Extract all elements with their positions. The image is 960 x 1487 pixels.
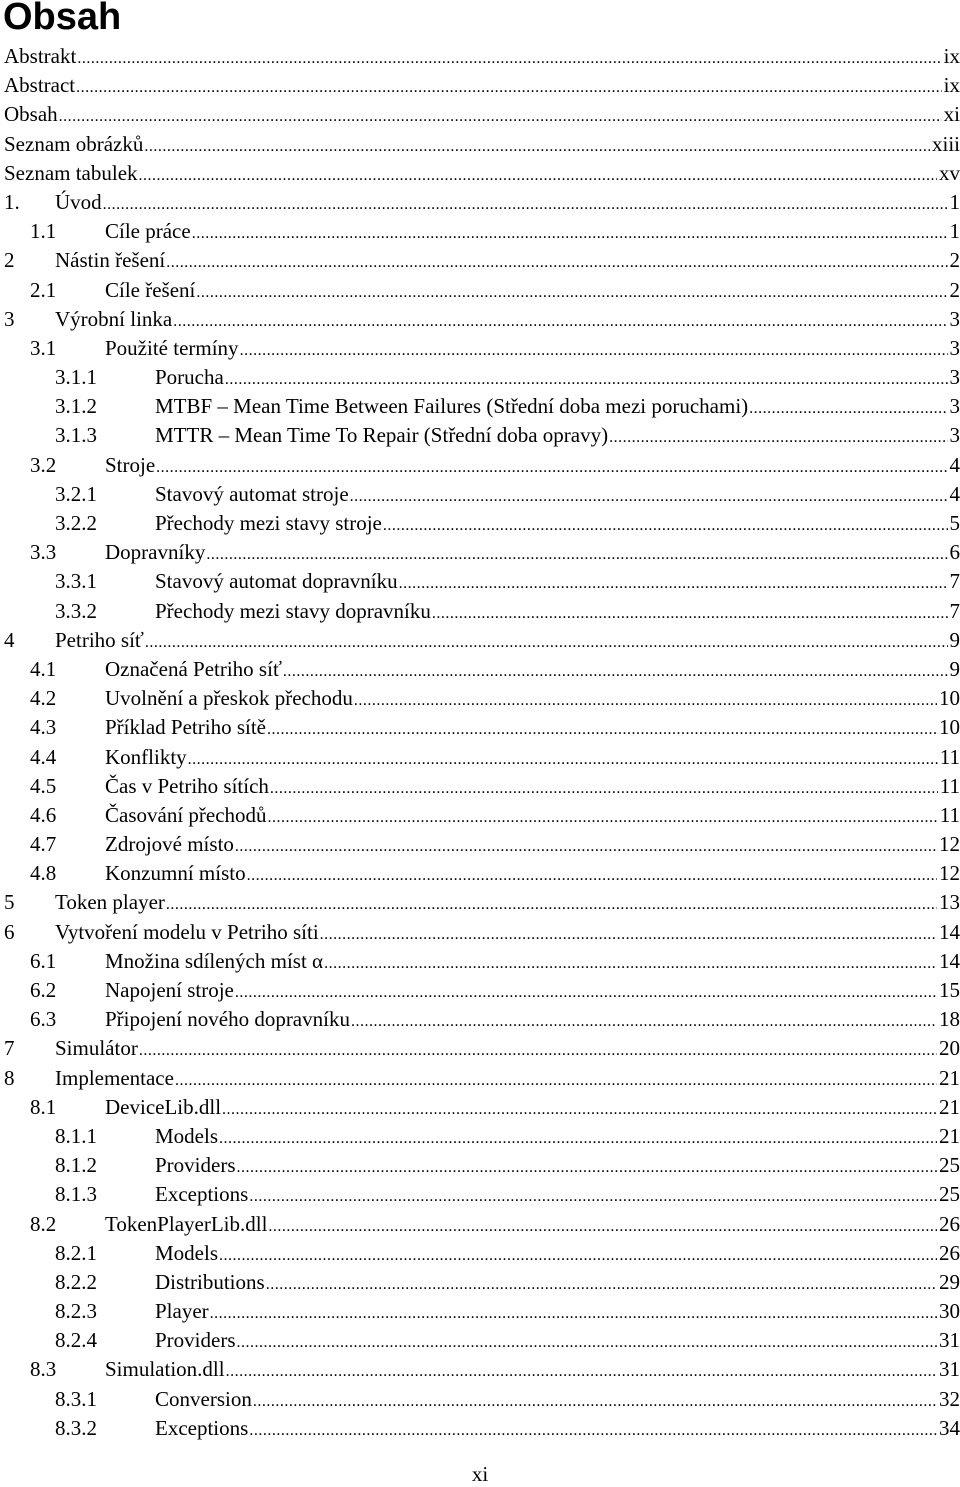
toc-entry-number: 1. bbox=[4, 189, 20, 214]
toc-entry-page: 12 bbox=[939, 861, 960, 886]
toc-entry-number: 8.1.1 bbox=[55, 1123, 97, 1148]
toc-entry-page: 31 bbox=[939, 1357, 960, 1382]
dot-leader bbox=[609, 423, 947, 452]
dot-leader bbox=[222, 1095, 937, 1124]
dot-leader bbox=[235, 978, 937, 1007]
toc-entry-page: 7 bbox=[949, 598, 960, 623]
toc-entry-number: 4.4 bbox=[30, 744, 57, 769]
toc-entry[interactable] bbox=[0, 1005, 960, 1034]
toc-entry-page: 3 bbox=[949, 365, 960, 390]
toc-entry-title: Petriho síť bbox=[55, 627, 144, 652]
toc-entry[interactable] bbox=[0, 1326, 960, 1355]
toc-entry-title: Abstrakt bbox=[4, 44, 77, 68]
toc-entry[interactable] bbox=[0, 1122, 960, 1151]
toc-entry-number: 8.2.1 bbox=[55, 1240, 97, 1265]
toc-entry-page: 13 bbox=[939, 890, 960, 915]
toc-entry-page: xi bbox=[943, 102, 960, 127]
toc-entry[interactable] bbox=[0, 71, 960, 100]
toc-entry-number: 8.3.2 bbox=[55, 1415, 97, 1440]
toc-entry[interactable] bbox=[0, 246, 960, 275]
dot-leader bbox=[166, 890, 937, 919]
toc-entry-title: Exceptions bbox=[155, 1415, 249, 1440]
toc-entry-page: 34 bbox=[939, 1415, 960, 1440]
toc-entry-number: 1.1 bbox=[30, 219, 57, 244]
toc-entry-number: 3 bbox=[4, 306, 15, 331]
toc-entry-page: 3 bbox=[949, 335, 960, 360]
toc-entry[interactable] bbox=[0, 392, 960, 421]
toc-entry-title: Cíle práce bbox=[105, 219, 191, 244]
toc-entry[interactable] bbox=[0, 918, 960, 947]
toc-entry-title: Stroje bbox=[105, 452, 156, 477]
toc-entry-title: Porucha bbox=[155, 365, 224, 390]
toc-entry-title: Zdrojové místo bbox=[105, 832, 234, 857]
dot-leader bbox=[144, 132, 930, 161]
toc-entry-title: Dopravníky bbox=[105, 540, 206, 565]
toc-entry-number: 2 bbox=[4, 248, 15, 273]
dot-leader bbox=[173, 307, 947, 336]
dot-leader bbox=[268, 803, 938, 832]
toc-entry-number: 4.7 bbox=[30, 832, 57, 857]
toc-entry-page: 9 bbox=[949, 627, 960, 652]
toc-entry-title: Models bbox=[155, 1240, 218, 1265]
toc-entry[interactable] bbox=[0, 130, 960, 159]
toc-entry-page: 11 bbox=[939, 802, 960, 827]
toc-entry[interactable] bbox=[0, 859, 960, 888]
toc-entry[interactable] bbox=[0, 334, 960, 363]
toc-entry-page: 21 bbox=[939, 1094, 960, 1119]
table-of-contents bbox=[0, 42, 960, 1443]
toc-entry-page: 26 bbox=[939, 1211, 960, 1236]
toc-entry-title: Player bbox=[155, 1299, 209, 1324]
dot-leader bbox=[59, 102, 942, 131]
dot-leader bbox=[266, 1270, 937, 1299]
toc-entry-number: 8.2.4 bbox=[55, 1328, 97, 1353]
toc-entry[interactable] bbox=[0, 684, 960, 713]
dot-leader bbox=[196, 278, 947, 307]
toc-entry-title: Přechody mezi stavy stroje bbox=[155, 511, 382, 535]
dot-leader bbox=[175, 1066, 937, 1095]
toc-entry-page: 26 bbox=[939, 1240, 960, 1265]
toc-entry-title: Token player bbox=[55, 890, 165, 915]
toc-entry-title: Uvolnění a přeskok přechodu bbox=[105, 686, 353, 711]
toc-entry-page: 18 bbox=[939, 1007, 960, 1032]
dot-leader bbox=[210, 1299, 937, 1328]
dot-leader bbox=[253, 1387, 937, 1416]
toc-entry-page: 10 bbox=[939, 715, 960, 740]
dot-leader bbox=[267, 715, 937, 744]
dot-leader bbox=[351, 1007, 937, 1036]
toc-entry-page: 4 bbox=[949, 452, 960, 477]
toc-entry-number: 3.2.1 bbox=[55, 481, 97, 506]
dot-leader bbox=[206, 540, 947, 569]
toc-entry-number: 6 bbox=[4, 919, 15, 944]
dot-leader bbox=[249, 1416, 937, 1445]
toc-entry[interactable] bbox=[0, 305, 960, 334]
toc-entry-title: Příklad Petriho sítě bbox=[105, 715, 266, 740]
toc-entry-title: Cíle řešení bbox=[105, 277, 196, 302]
toc-entry-page: 15 bbox=[939, 978, 960, 1002]
toc-entry-number: 7 bbox=[4, 1036, 15, 1061]
toc-entry-number: 3.2 bbox=[30, 452, 57, 477]
toc-entry-title: Čas v Petriho sítích bbox=[105, 773, 269, 798]
toc-entry-page: 9 bbox=[949, 656, 960, 681]
toc-entry-number: 8.2 bbox=[30, 1211, 57, 1236]
toc-entry-page: 11 bbox=[939, 744, 960, 769]
toc-entry[interactable] bbox=[0, 1414, 960, 1443]
toc-entry-title: Úvod bbox=[55, 189, 102, 214]
toc-entry-page: 25 bbox=[939, 1153, 960, 1178]
dot-leader bbox=[354, 686, 937, 715]
toc-entry-number: 4.1 bbox=[30, 656, 57, 681]
toc-entry-page: ix bbox=[943, 44, 960, 68]
dot-leader bbox=[324, 949, 937, 978]
toc-entry-number: 5 bbox=[4, 890, 15, 915]
toc-entry[interactable] bbox=[0, 1151, 960, 1180]
dot-leader bbox=[226, 1357, 937, 1386]
toc-entry-page: 21 bbox=[939, 1123, 960, 1148]
toc-entry-title: Časování přechodů bbox=[105, 802, 267, 827]
toc-entry-number: 4.5 bbox=[30, 773, 57, 798]
toc-entry-number: 4.8 bbox=[30, 861, 57, 886]
toc-entry-title: MTBF – Mean Time Between Failures (Střední doba mezi poruchami) bbox=[155, 394, 749, 419]
toc-entry[interactable] bbox=[0, 1355, 960, 1384]
toc-entry-page: 30 bbox=[939, 1299, 960, 1324]
toc-entry[interactable] bbox=[0, 42, 960, 71]
page-number: xi bbox=[471, 1462, 489, 1486]
toc-entry-page: 21 bbox=[939, 1065, 960, 1090]
dot-leader bbox=[432, 599, 948, 628]
toc-entry-number: 4 bbox=[4, 627, 15, 652]
toc-entry[interactable] bbox=[0, 1064, 960, 1093]
toc-entry-page: 20 bbox=[939, 1036, 960, 1061]
toc-entry-page: 32 bbox=[939, 1386, 960, 1411]
toc-entry-number: 8.3 bbox=[30, 1357, 57, 1382]
toc-entry-page: 2 bbox=[949, 248, 960, 273]
toc-entry-page: 1 bbox=[949, 189, 960, 214]
dot-leader bbox=[749, 394, 947, 423]
toc-entry-title: Providers bbox=[155, 1153, 236, 1178]
dot-leader bbox=[237, 1153, 938, 1182]
dot-leader bbox=[76, 73, 942, 102]
dot-leader bbox=[139, 161, 937, 190]
toc-entry[interactable] bbox=[0, 801, 960, 830]
toc-entry-page: 4 bbox=[949, 481, 960, 506]
dot-leader bbox=[219, 1124, 937, 1153]
toc-entry-number: 8 bbox=[4, 1065, 15, 1090]
toc-entry-page: 11 bbox=[939, 773, 960, 798]
toc-entry[interactable] bbox=[0, 159, 960, 188]
dot-leader bbox=[270, 774, 938, 803]
toc-entry-number: 8.2.3 bbox=[55, 1299, 97, 1324]
toc-entry-page: 7 bbox=[949, 569, 960, 594]
toc-entry-page: 2 bbox=[949, 277, 960, 302]
toc-entry[interactable] bbox=[0, 100, 960, 129]
toc-entry-page: 10 bbox=[939, 686, 960, 711]
page-title: Obsah bbox=[3, 0, 122, 38]
dot-leader bbox=[320, 920, 937, 949]
dot-leader bbox=[247, 861, 937, 890]
toc-entry-number: 8.3.1 bbox=[55, 1386, 97, 1411]
toc-entry-title: Označená Petriho síť bbox=[105, 656, 282, 681]
toc-entry[interactable] bbox=[0, 1180, 960, 1209]
toc-entry[interactable] bbox=[0, 597, 960, 626]
toc-entry[interactable] bbox=[0, 976, 960, 1005]
toc-entry-title: Obsah bbox=[4, 102, 58, 127]
dot-leader bbox=[268, 1212, 937, 1241]
toc-entry[interactable] bbox=[0, 567, 960, 596]
toc-entry-title: Implementace bbox=[55, 1065, 174, 1090]
toc-entry-number: 3.1.3 bbox=[55, 423, 97, 448]
toc-entry-title: Models bbox=[155, 1123, 218, 1148]
toc-entry-page: 29 bbox=[939, 1269, 960, 1294]
toc-entry-title: TokenPlayerLib.dll bbox=[105, 1211, 268, 1236]
dot-leader bbox=[219, 1241, 937, 1270]
toc-entry-title: Simulation.dll bbox=[105, 1357, 225, 1382]
toc-entry-title: Napojení stroje bbox=[105, 978, 234, 1002]
toc-entry[interactable] bbox=[0, 655, 960, 684]
toc-entry-page: 3 bbox=[949, 394, 960, 419]
toc-entry-number: 6.1 bbox=[30, 948, 57, 973]
toc-entry-page: 3 bbox=[949, 423, 960, 448]
toc-entry[interactable] bbox=[0, 480, 960, 509]
toc-entry-title: Abstract bbox=[4, 73, 76, 98]
toc-entry-title: Conversion bbox=[155, 1386, 252, 1411]
toc-entry-page: 6 bbox=[949, 540, 960, 565]
toc-entry-number: 8.1 bbox=[30, 1094, 57, 1119]
toc-entry-title: Providers bbox=[155, 1328, 236, 1353]
toc-entry-number: 4.3 bbox=[30, 715, 57, 740]
toc-entry-number: 3.3.1 bbox=[55, 569, 97, 594]
toc-entry-number: 3.2.2 bbox=[55, 511, 97, 535]
toc-entry[interactable] bbox=[0, 363, 960, 392]
toc-entry-title: Konflikty bbox=[105, 744, 187, 769]
toc-entry[interactable] bbox=[0, 1268, 960, 1297]
toc-entry[interactable] bbox=[0, 830, 960, 859]
toc-entry-page: xiii bbox=[931, 131, 960, 156]
dot-leader bbox=[237, 1328, 938, 1357]
toc-entry[interactable] bbox=[0, 538, 960, 567]
dot-leader bbox=[145, 628, 948, 657]
dot-leader bbox=[249, 1182, 937, 1211]
toc-entry-title: Exceptions bbox=[155, 1182, 249, 1207]
toc-entry[interactable] bbox=[0, 772, 960, 801]
toc-entry-page: 12 bbox=[939, 832, 960, 857]
toc-entry-page: 14 bbox=[939, 948, 960, 973]
toc-entry-page: 1 bbox=[949, 219, 960, 244]
dot-leader bbox=[139, 1036, 937, 1065]
dot-leader bbox=[235, 832, 937, 861]
toc-entry[interactable] bbox=[0, 509, 960, 538]
toc-entry[interactable] bbox=[0, 947, 960, 976]
toc-entry[interactable] bbox=[0, 1210, 960, 1239]
toc-entry[interactable] bbox=[0, 276, 960, 305]
toc-entry-title: Množina sdílených míst α bbox=[105, 948, 324, 973]
toc-entry-page: 31 bbox=[939, 1328, 960, 1353]
dot-leader bbox=[77, 44, 941, 73]
toc-entry-page: 14 bbox=[939, 919, 960, 944]
toc-entry[interactable] bbox=[0, 1034, 960, 1063]
toc-entry-title: Distributions bbox=[155, 1269, 265, 1294]
toc-entry-number: 4.2 bbox=[30, 686, 57, 711]
toc-entry-number: 6.2 bbox=[30, 978, 57, 1002]
toc-entry-page: 3 bbox=[949, 306, 960, 331]
toc-entry[interactable] bbox=[0, 1239, 960, 1268]
toc-entry-title: Použité termíny bbox=[105, 335, 239, 360]
toc-entry-page: 5 bbox=[949, 511, 960, 535]
toc-entry[interactable] bbox=[0, 188, 960, 217]
toc-entry-title: Stavový automat dopravníku bbox=[155, 569, 398, 594]
dot-leader bbox=[192, 219, 948, 248]
toc-entry[interactable] bbox=[0, 713, 960, 742]
dot-leader bbox=[283, 657, 948, 686]
dot-leader bbox=[225, 365, 948, 394]
dot-leader bbox=[383, 511, 948, 540]
toc-entry-title: Přechody mezi stavy dopravníku bbox=[155, 598, 431, 623]
toc-entry-title: Nástin řešení bbox=[55, 248, 166, 273]
dot-leader bbox=[240, 336, 948, 365]
toc-entry-title: Konzumní místo bbox=[105, 861, 246, 886]
toc-entry-page: 25 bbox=[939, 1182, 960, 1207]
toc-entry-number: 8.1.3 bbox=[55, 1182, 97, 1207]
dot-leader bbox=[188, 745, 938, 774]
toc-entry-title: MTTR – Mean Time To Repair (Střední doba opravy) bbox=[155, 423, 609, 448]
toc-entry-number: 8.1.2 bbox=[55, 1153, 97, 1178]
toc-entry[interactable] bbox=[0, 888, 960, 917]
toc-entry-number: 3.1.1 bbox=[55, 365, 97, 390]
toc-entry-title: Připojení nového dopravníku bbox=[105, 1007, 350, 1032]
dot-leader bbox=[156, 453, 947, 482]
toc-entry-title: Výrobní linka bbox=[55, 306, 173, 331]
toc-entry-title: Seznam tabulek bbox=[4, 160, 138, 185]
toc-entry[interactable] bbox=[0, 626, 960, 655]
toc-entry-number: 8.2.2 bbox=[55, 1269, 97, 1294]
toc-entry-number: 2.1 bbox=[30, 277, 57, 302]
toc-entry-title: DeviceLib.dll bbox=[105, 1094, 222, 1119]
toc-entry[interactable] bbox=[0, 1093, 960, 1122]
toc-entry[interactable] bbox=[0, 1385, 960, 1414]
toc-entry-title: Vytvoření modelu v Petriho síti bbox=[55, 919, 319, 944]
toc-entry-title: Stavový automat stroje bbox=[155, 481, 349, 506]
toc-entry[interactable] bbox=[0, 1297, 960, 1326]
toc-entry-number: 3.1.2 bbox=[55, 394, 97, 419]
toc-entry-title: Seznam obrázků bbox=[4, 131, 144, 156]
toc-entry-number: 3.1 bbox=[30, 335, 57, 360]
toc-entry-page: xv bbox=[939, 160, 960, 185]
toc-entry-page: ix bbox=[943, 73, 960, 98]
dot-leader bbox=[103, 190, 948, 219]
toc-entry[interactable] bbox=[0, 743, 960, 772]
dot-leader bbox=[399, 569, 948, 598]
toc-entry-number: 4.6 bbox=[30, 802, 57, 827]
toc-entry[interactable] bbox=[0, 217, 960, 246]
toc-entry[interactable] bbox=[0, 421, 960, 450]
toc-entry[interactable] bbox=[0, 451, 960, 480]
toc-entry-number: 6.3 bbox=[30, 1007, 57, 1032]
toc-entry-number: 3.3 bbox=[30, 540, 57, 565]
toc-entry-title: Simulátor bbox=[55, 1036, 138, 1061]
toc-entry-number: 3.3.2 bbox=[55, 598, 97, 623]
dot-leader bbox=[350, 482, 948, 511]
dot-leader bbox=[166, 248, 947, 277]
